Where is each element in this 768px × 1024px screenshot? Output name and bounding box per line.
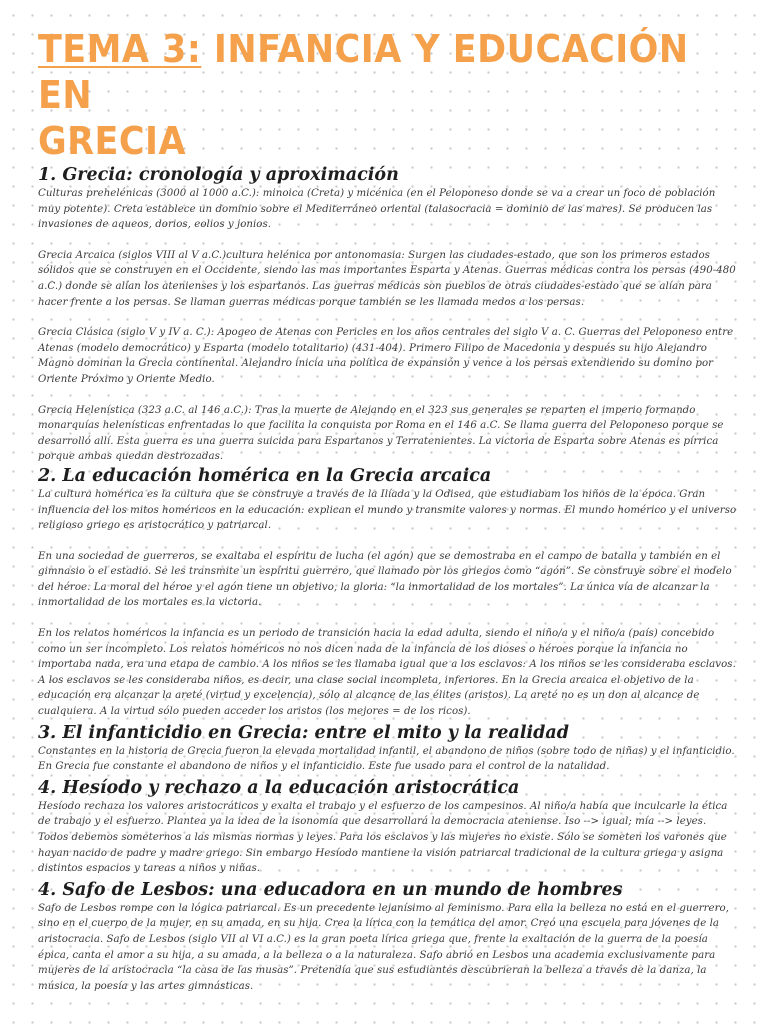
section-educacion-homerica [38,465,738,720]
paragraph-cultura-homerica: La cultura homérica es la cultura que se construye a través de la Ilíada y la Odisea, que estudiabam los niños de la época. Gran influencia del los mitos homéricos en la educación: explican el mundo y transmite valores y normas. El mundo homérico y el universo religioso griego es aristocrático y patriarcal. [38,488,737,532]
section-heading: 1. Grecia: cronología y aproximación [38,165,399,185]
paragraph-prehelenicas: Culturas prehelénicas (3000 al 1000 a.C.): minoica (Creta) y micénica (en el Peloponeso donde se va a crear un foco de población muy potente). Creta establece un dominio sobre el Mediterráneo oriental (talasocracia = dominio de las mares). Se producen las invasiones de aqueos, dorios, eolios y jonios. [38,188,716,231]
section-cronologia [38,164,738,465]
paragraph-safo: Safo de Lesbos rompe con la lógica patriarcal. Es un precedente lejanísimo al feminismo. Para ella la belleza no está en el guerrero, sino en el cuerpo de la mujer, en su amada, en su hija. Crea la lírica con la temática del amor. Creó una escuela para jóvenes de la aristocracia. Safo de Lesbos (siglo VII al VI a.C.) es la gran poeta lírica griega que, frente la exaltación de la guerra de la poesía épica, canta el amor a su hija, a su amada, a la belleza o a la naturaleza. Safo abrió en Lesbos una academia exclusivamente para mujeres de la aristocracia “la casa de las musas”. Pretendía que sus estudiantes descubrieran la belleza a través de la danza, la música, la poesía y las artes gimnásticas. [38,902,730,992]
paragraph-arcaica: Grecia Arcaica (siglos VIII al V a.C.)cultura helénica por antonomasia: Surgen las ciudades-estado, que son los primeros estados sólidos que se construyen en el Occidente, siendo las mas importantes Esparta y Atenas. Guerras médicas contra los persas (490-480 a.C.) donde se alían los atenienses y los espartanos. Las guerras médicas son pueblos de otras ciudades-estado que se alían para hacer frente a los persas. Se llaman guerras médicas porque también se les llamada medos a los persas. [38,249,736,308]
paragraph-helenistica: Grecia Helenística (323 a.C. al 146 a.C.): Tras la muerte de Alejando en el 323 sus generales se reparten el imperio formando monarquías helenísticas enfrentadas lo que facilita la conquista por Roma en el 146 a.C. Se llama guerra del Peloponeso porque se desarrolló allí. Esta guerra es una guerra suicida para Espartanos y Terratenientes. La victoria de Esparta sobre Atenas es pírrica porque ambas quedan destrozadas. [38,404,724,463]
notes-page [38,26,738,994]
paragraph-infanticidio: Constantes en la historia de Grecia fueron la elevada mortalidad infantil, el abandono de niños (sobre todo de niñas) y el infanticidio. En Grecia fue constante el abandono de niños y el infanticidio. Este fue usado para el control de la natalidad. [38,745,735,773]
paragraph-clasica: Grecia Clásica (siglo V y IV a. C.): Apogeo de Atenas con Pericles en los años centrales del siglo V a. C. Guerras del Peloponeso entre Atenas (modelo democrático) y Esparta (modelo totalitario) (431-404). Primero Filipo de Macedonia y después su hijo Alejandro Magno dominan la Grecia continental. Alejandro inicia una política de expansión y vence a los persas extendiendo su domino por Oriente Próximo y Oriente Medio. [38,327,734,385]
paragraph-infancia: En los relatos homéricos la infancia es un periodo de transición hacia la edad adulta, siendo el niño/a y el niño/a (país) concebido como un ser incompleto. Los relatos homéricos no nos dicen nada de la infancia de los dioses o héroes porque la infancia no importaba nada, era una etapa de cambio. A los niños se les llamaba igual que a los esclavos: A los niños se les consideraba esclavos. A los esclavos se les consideraba niños, es decir, una clase social incompleta, inferiores. En la Grecia arcaica el objetivo de la educación era alcanzar la areté (virtud y excelencia), sólo al alcance de las élites (aristos). La areté no es un don al alcance de cualquiera. A la virtud sólo pueden acceder los aristos (los mejores = de los ricos). [38,628,736,718]
section-safo [38,879,738,995]
page-title [38,26,737,164]
section-heading: 4. Safo de Lesbos: una educadora en un mundo de hombres [38,879,623,900]
title-topic-number: TEMA 3: [38,27,202,71]
section-heading: 3. El infanticidio en Grecia: entre el mito y la realidad [38,722,569,743]
title-topic-name: INFANCIA Y EDUCACIÓN EN [38,27,689,117]
paragraph-hesiodo: Hesíodo rechaza los valores aristocráticos y exalta el trabajo y el esfuerzo de los campesinos. Al niño/a había que inculcarle la ética de trabajo y el esfuerzo. Plantea ya la idea de la isonomía que desarrollará la democracia ateniense. Iso --> igual; mía --> leyes. Todos debemos someternos a las mismas normas y leyes. Para los esclavos y las mujeres no existe. Sólo se someten los varones que hayan nacido de padre y madre griego. Sin embargo Hesíodo mantiene la visión patriarcal tradicional de la cultura griega y asigna distintos espacios y tareas a niños y niñas. [38,800,728,875]
section-heading: 2. La educación homérica en la Grecia arcaica [38,465,492,486]
section-heading: 4. Hesíodo y rechazo a la educación aristocrática [38,777,520,798]
section-hesiodo [38,777,738,877]
title-line-2: GRECIA [38,119,186,163]
paragraph-guerreros: En una sociedad de guerreros, se exaltaba el espíritu de lucha (el agón) que se demostraba en el campo de batalla y también en el gimnasio o el estadio. Se les transmite un espíritu guerrero, que llamado por los griegos como “agón”. Se construye sobre el modelo del héroe. La moral del héroe y el agón tiene un objetivo, la gloria: “la inmortalidad de los mortales”. La única vía de alcanzar la inmortalidad de los mortales es la victoria. [38,550,732,609]
section-infanticidio [38,722,738,775]
